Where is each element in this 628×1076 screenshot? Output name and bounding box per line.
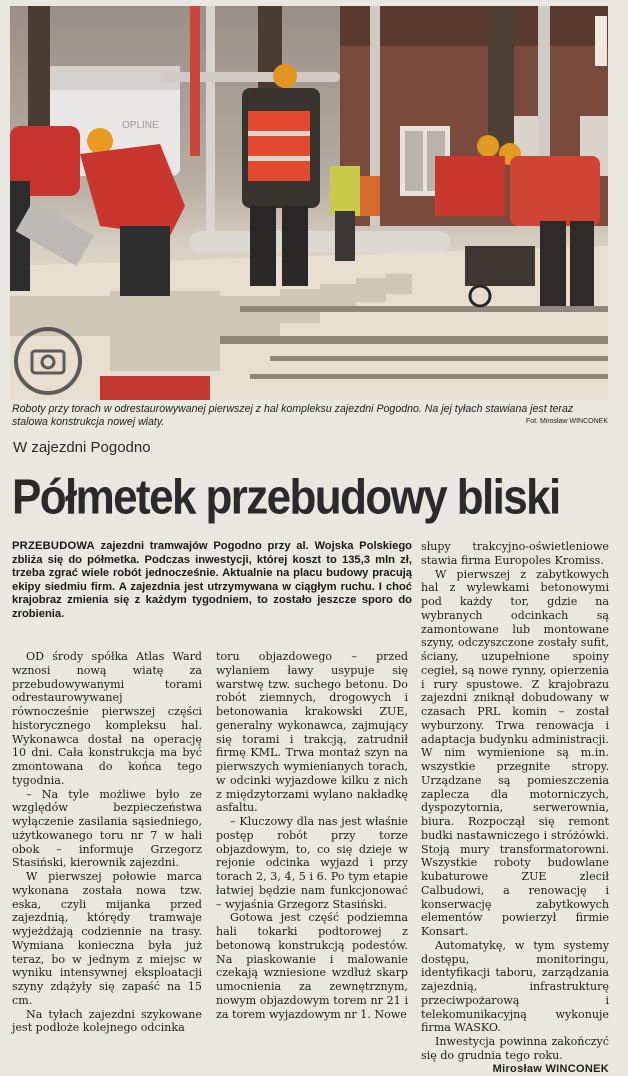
article-author: Mirosław WINCONEK <box>421 1063 609 1076</box>
article-column-2 <box>216 650 408 1021</box>
photo-caption: Roboty przy torach w odrestaurowywanej pierwszej z hal kompleksu zajezdni Pogodno. Na jej tyłach stawiana jest teraz stalowa konstrukcja nowej wiaty. <box>12 403 608 429</box>
article-kicker: W zajezdni Pogodno <box>13 439 151 456</box>
paragraph: toru objazdowego – przed wylaniem ławy usypuje się warstwę tzw. suchego betonu. Do robót ziemnych, drogowych i betonowania krakowski ZUE, generalny wykonawca, zajmujący się torami i trakcją, zatrudnił firmę KML. Trwa montaż szyn na pierwszych wymienianych torach, w odcinki wyjazdowe kilku z nich z międzytorzami wylano nakładkę asfaltu. <box>216 650 408 815</box>
lead-text: zajezdni tramwajów Pogodno przy al. Wojska Polskiego zbliża się do półmetka. Podczas inwestycji, której koszt to 135,3 mln zł, trzeba zgrać wiele robót jednocześnie. Aktualnie na placu budowy pracują ekipy siedmiu firm. A zajezdnia jest utrzymywana w ciągłym ruchu. I choć krajobraz zmienia się z każdym tygodniem, to zostało jeszcze sporo do zrobienia. <box>12 540 412 620</box>
paragraph: Gotowa jest część podziemna hali tokarki podtorowej z betonową konstrukcją podestów. Na piaskowanie i malowanie czekają wzniesione wzdłuż skarp umocnienia za zewnętrznym, nowym objazdowym torem nr 21 i za torem wyjazdowym nr 1. Nowe <box>216 911 408 1021</box>
paragraph: W pierwszej połowie marca wykonana została nowa tzw. eska, czyli mijanka przed zajezdnią, którędy tramwaje wyjeżdżają codziennie na trasy. Wymiana konieczna była już teraz, bo w jednym z miejsc w wyniku intensywnej eksploatacji szyny zdążyły się zapaść na 15 cm. <box>12 870 202 1008</box>
paragraph: Inwestycja powinna zakończyć się do grudnia tego roku. <box>421 1035 609 1063</box>
truck-lettering: OPLINE <box>122 120 159 131</box>
paragraph: – Na tyle możliwe było ze względów bezpieczeństwa wyłączenie zasilania sąsiedniego, użytkowanego toru nr 7 w hali obok – informuje Grzegorz Stasiński, kierownik zajezdni. <box>12 788 202 871</box>
paragraph: W pierwszej z zabytkowych hal z wylewkami betonowymi pod każdy tor, gdzie na wybranych odcinkach są zamontowane lub montowane szyny, odczyszczone zostały sufit, ściany, uzupełnione spoiny cegieł, są nowe rynny, opierzenia i rury spustowe. Z krajobrazu zajezdni zniknął dobudowany w czasach PRL komin – został wyburzony. Trwa renowacja i adaptacja budynku administracji. W nim wymienione są m.in. wszystkie przegnite stropy. Urządzane są pomieszczenia zaplecza dla motorniczych, dyspozytornia, serwerownia, biura. Rozpoczął się remont budki nastawniczego i stróżówki. Stoją mury transformatorowni. Wszystkie roboty budowlane kubaturowe ZUE zlecił Calbudowi, a renowację i konserwację zabytkowych elementów powierzył firmie Konsart. <box>421 568 609 939</box>
construction-workers-photo <box>10 6 608 400</box>
article-lead <box>12 540 412 622</box>
paragraph: słupy trakcyjno-oświetleniowe stawia firma Europoles Kromiss. <box>421 540 609 568</box>
photo-credit: Fot. Mirosław WINCONEK <box>526 418 608 425</box>
paragraph: Automatykę, w tym systemy dostępu, monitoringu, identyfikacji taboru, zarządzania zajezdnią, infrastrukturę przeciwpożarową i telekomunikacyjną wykonuje firma WASKO. <box>421 939 609 1035</box>
lead-capitals: PRZEBUDOWA <box>12 540 95 552</box>
article-column-3 <box>421 540 609 1076</box>
paragraph: OD środy spółka Atlas Ward wznosi nową wiatę za przebudowywanymi torami odrestaurowywanej równocześnie pierwszej części historycznego kompleksu hal. Wykonawca dostał na operację 10 dni. Cała konstrukcja ma być zmontowana do końca tego tygodnia. <box>12 650 202 788</box>
paragraph: Na tyłach zajezdni szykowane jest podłoże kolejnego odcinka <box>12 1008 202 1036</box>
paragraph: – Kluczowy dla nas jest właśnie postęp robót przy torze objazdowym, to, co się dzieje w rejonie odcinka wyjazd i przy torach 2, 3, 4, 5 i 6. Po tym etapie łatwiej będzie nam funkcjonować – wyjaśnia Grzegorz Stasiński. <box>216 815 408 911</box>
article-column-1 <box>12 650 202 1035</box>
article-headline: Półmetek przebudowy bliski <box>12 470 612 526</box>
article-photo <box>10 6 608 400</box>
